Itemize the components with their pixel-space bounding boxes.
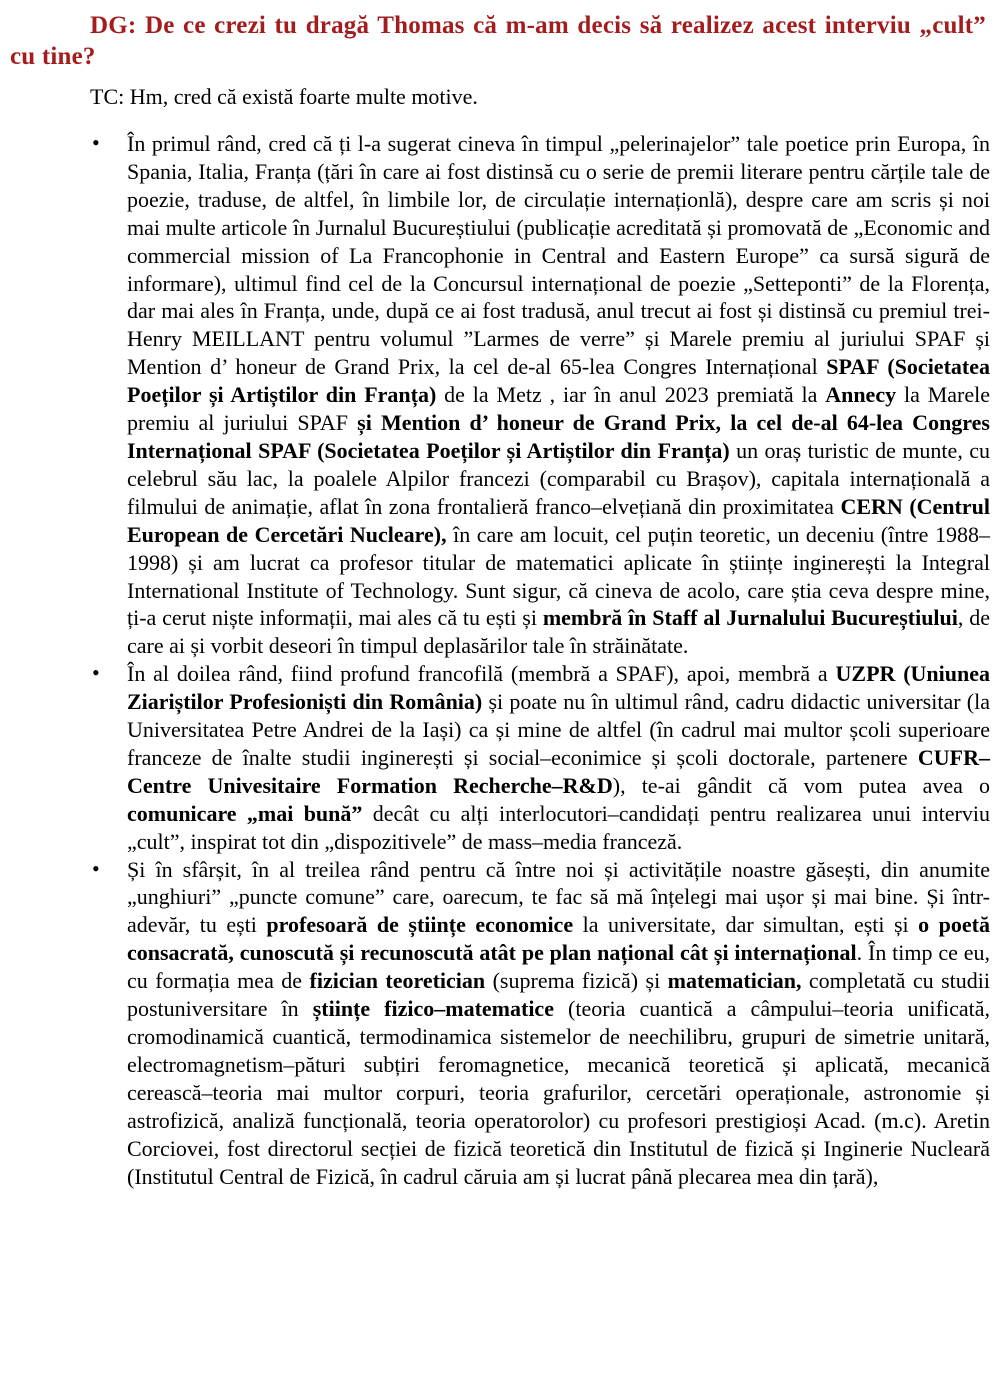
bullet-icon: •	[92, 660, 100, 686]
bold-text-segment: profesoară de științe economice	[266, 912, 574, 938]
text-segment: decât cu alți interlocutori–candidați pentru realizarea unui interviu „cult”, inspirat tot din „dispozitivele” de mass–media franceză.	[127, 800, 990, 854]
list-item	[90, 856, 990, 1191]
text-segment: la universitate, dar simultan, ești și	[573, 912, 919, 938]
text-segment: un oraș turistic de munte, cu celebrul său lac, la poalele Alpilor francezi (comparabil cu Brașov), capitala internațională a filmului de animație, aflat în zona frontalieră franco–elvețiană din proximitatea	[127, 437, 991, 519]
bold-text-segment: CUFR–Centre Univesitaire Formation Recherche–R&D	[127, 744, 990, 798]
document-page	[0, 10, 1002, 1384]
text-segment: de la Metz , iar în anul 2023 premiată la	[436, 382, 826, 408]
text-segment: completată cu studii postuniversitare în	[127, 968, 990, 1022]
bold-text-segment: științe fizico–matematice	[312, 996, 554, 1022]
bold-text-segment: SPAF (Societatea Poeților și Artiștilor din Franța)	[127, 354, 990, 408]
text-segment: (suprema fizică) și	[485, 968, 668, 994]
bold-text-segment: CERN (Centrul European de Cercetări Nucleare),	[127, 493, 990, 547]
text-segment: , de care ai și vorbit deseori în timpul deplasărilor tale în străinătate.	[127, 605, 991, 659]
bold-text-segment: comunicare „mai bună”	[127, 800, 363, 826]
bold-text-segment: fizician teoretician	[309, 968, 486, 994]
text-segment: (teoria cuantică a câmpului–teoria unificată, cromodinamică cuantică, termodinamica sistemelor de neechilibru, grupuri de simetrie unitară, electromagnetism–pături subțiri feromagnetice, mecanică teoretică și aplicată, mecanică cerească–teoria mai multor corpuri, teoria grafurilor, cercetări operaționale, astronomie și astrofizică, analiză funcțională, teoria operatorolor) cu profesori prestigioși Acad. (m.c). Aretin Corciovei, fost directorul secției de fizică teoretică din Institutul de fizică și Inginerie Nucleară (Institutul Central de Fizică, în cadrul căruia am și lucrat până plecarea mea din țară),	[127, 996, 990, 1189]
bullet-icon: •	[92, 855, 100, 881]
text-segment: în care am locuit, cel puțin teoretic, un deceniu (între 1988–1998) și am lucrat ca profesor titular de matematici aplicate în științe inginerești la Integral International Institute of Technology. Sunt sigur, că cineva de acolo, care știa ceva despre mine, ți-a cerut niște informații, mai ales că tu ești și	[127, 521, 990, 631]
text-segment: În al doilea rând, fiind profund francofilă (membră a SPAF), apoi, membră a	[127, 661, 836, 687]
bullet-icon: •	[92, 130, 100, 155]
text-segment: ), te-ai gândit că vom putea avea o	[612, 772, 990, 798]
text-segment: Și în sfârșit, în al treilea rând pentru că între noi și activitățile noastre găsești, din anumite „unghiuri” „puncte comune” care, oarecum, te fac să mă înțelegi mai ușor și mai bine. Și într-adevăr, tu ești	[127, 856, 990, 938]
list-item	[90, 660, 990, 855]
text-segment: și poate nu în ultimul rând, cadru didactic universitar (la Universitatea Petre Andrei de la Iași) ca și mine de altfel (în cadrul mai multor școli superioare franceze de înalte studii inginerești și social–econimice și școli doctorale, partenere	[127, 689, 990, 770]
text-segment: la Marele premiu al juriului SPAF	[127, 382, 990, 436]
question-heading: DG: De ce crezi tu dragă Thomas că m-am decis să realizez acest interviu „cult” cu tine?	[10, 12, 986, 70]
bold-text-segment: UZPR (Uniunea Ziariștilor Profesioniști din România)	[127, 661, 991, 715]
answer-bullet-list	[90, 130, 990, 1190]
bold-text-segment: și Mention d’ honeur de Grand Prix, la cel de-al 64-lea Congres Internațional SPAF (Societatea Poeților și Artiștilor din Franța)	[127, 410, 990, 463]
answer-intro: TC: Hm, cred că există foarte multe motive.	[90, 84, 478, 109]
text-segment: . În timp ce eu, cu formația mea de	[127, 940, 990, 994]
bold-text-segment: matematician,	[667, 968, 802, 994]
bold-text-segment: Annecy	[825, 382, 897, 408]
bold-text-segment: membră în Staff al Jurnalului Bucureștiului	[542, 605, 958, 631]
list-item	[90, 130, 990, 660]
text-segment: În primul rând, cred că ți l-a sugerat cineva în timpul „pelerinajelor” tale poetice prin Europa, în Spania, Italia, Franța (țări în care ai fost distinsă cu o serie de premii literare pentru cărțile tale de poezie, traduse, de altfel, în limbile lor, de circulație internaționlă), despre care am scris și noi mai multe articole în Jurnalul Bucureștiului (publicație acreditată și promovată de „Economic and commercial mission of La Francophonie in Central and Eastern Europe” ca sursă sigură de informare), ultimul find cel de la Concursul internațional de poezie „Setteponti” de la Florența, dar mai ales în Franța, unde, după ce ai fost tradusă, anul trecut ai fost și distinsă cu premiul trei- Henry MEILLANT pentru volumul ”Larmes de verre” și Marele premiu al juriului SPAF și Mention d’ honeur de Grand Prix, la cel de-al 65-lea Congres Internațional	[127, 131, 990, 380]
bold-text-segment: o poetă consacrată, cunoscută și recunoscută atât pe plan național cât și internațional	[127, 912, 990, 966]
